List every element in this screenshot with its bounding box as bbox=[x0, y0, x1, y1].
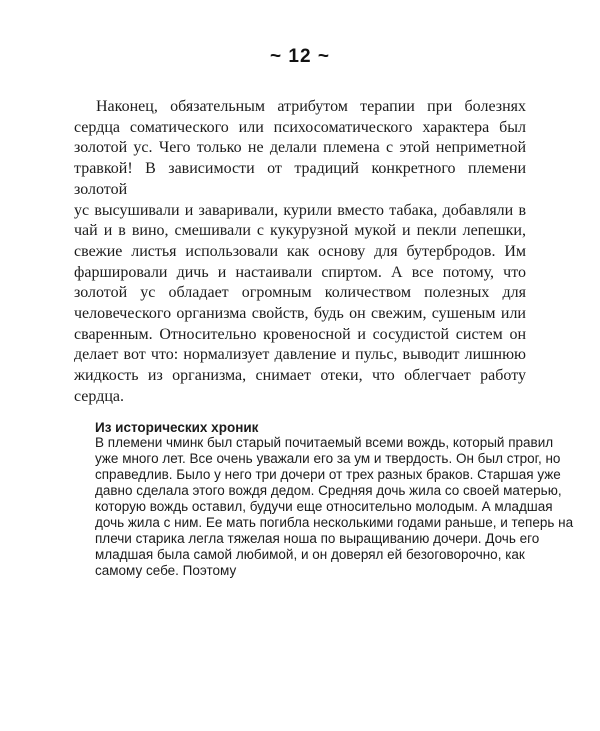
chronicle-line: В племени чминк был старый почитаемый всеми вождь, который правил bbox=[95, 435, 554, 451]
paragraph-line: делает вот что: нормализует давление и пульс, выводит лишнюю bbox=[74, 346, 526, 364]
chronicle-line: уже много лет. Все очень уважали его за ум и твердость. Он был строг, но bbox=[95, 451, 561, 467]
paragraph-line: травкой! В зависимости от традиций конкретного племени золотой bbox=[74, 160, 526, 198]
chronicle-line: дочь жила с ним. Ее мать погибла несколькими годами раньше, и теперь на bbox=[95, 514, 574, 530]
main-paragraph bbox=[74, 97, 526, 408]
chronicle-line: давно сделала этого вождя дедом. Средняя дочь жила со своей матерью, bbox=[95, 483, 562, 499]
paragraph-line: человеческого организма свойств, будь он свежим, сушеным или bbox=[74, 305, 526, 323]
chronicle-line: плечи старика легла тяжелая ноша по выращиванию дочери. Дочь его bbox=[95, 530, 540, 546]
chronicle-line: самому себе. Поэтому bbox=[95, 562, 237, 578]
chronicle-line: которую вождь оставил, будучи еще относительно молодым. А младшая bbox=[95, 499, 553, 515]
chronicle-line: младшая была самой любимой, и он доверял ей безоговорочно, как bbox=[95, 546, 525, 562]
paragraph-line: золотой ус. Чего только не делали племена с этой неприметной bbox=[74, 139, 526, 157]
chronicle-heading: Из исторических хроник bbox=[95, 419, 259, 435]
paragraph-line: чай и в вино, смешивали с кукурузной мукой и пекли лепешки, bbox=[74, 222, 526, 240]
paragraph-line: золотой ус обладает огромным количеством полезных для bbox=[74, 284, 526, 302]
chronicle-section bbox=[95, 419, 574, 579]
page-number: ~ 12 ~ bbox=[270, 46, 330, 67]
chronicle-line: справедлив. Было у него три дочери от трех разных браков. Старшая уже bbox=[95, 467, 561, 483]
paragraph-line: сваренным. Относительно кровеносной и сосудистой систем он bbox=[74, 325, 526, 343]
paragraph-line: Наконец, обязательным атрибутом терапии при болезнях bbox=[96, 98, 526, 115]
paragraph-line: ус высушивали и заваривали, курили вместо табака, добавляли в bbox=[74, 201, 526, 219]
paragraph-line: жидкость из организма, снимает отеки, что облегчает работу bbox=[74, 367, 526, 385]
paragraph-line: сердца. bbox=[74, 387, 124, 405]
paragraph-line: свежие листья использовали как основу для бутербродов. Им bbox=[74, 242, 526, 260]
paragraph-line: фаршировали дичь и настаивали спиртом. А все потому, что bbox=[74, 263, 526, 281]
paragraph-line: сердца соматического или психосоматического характера был bbox=[74, 118, 526, 136]
